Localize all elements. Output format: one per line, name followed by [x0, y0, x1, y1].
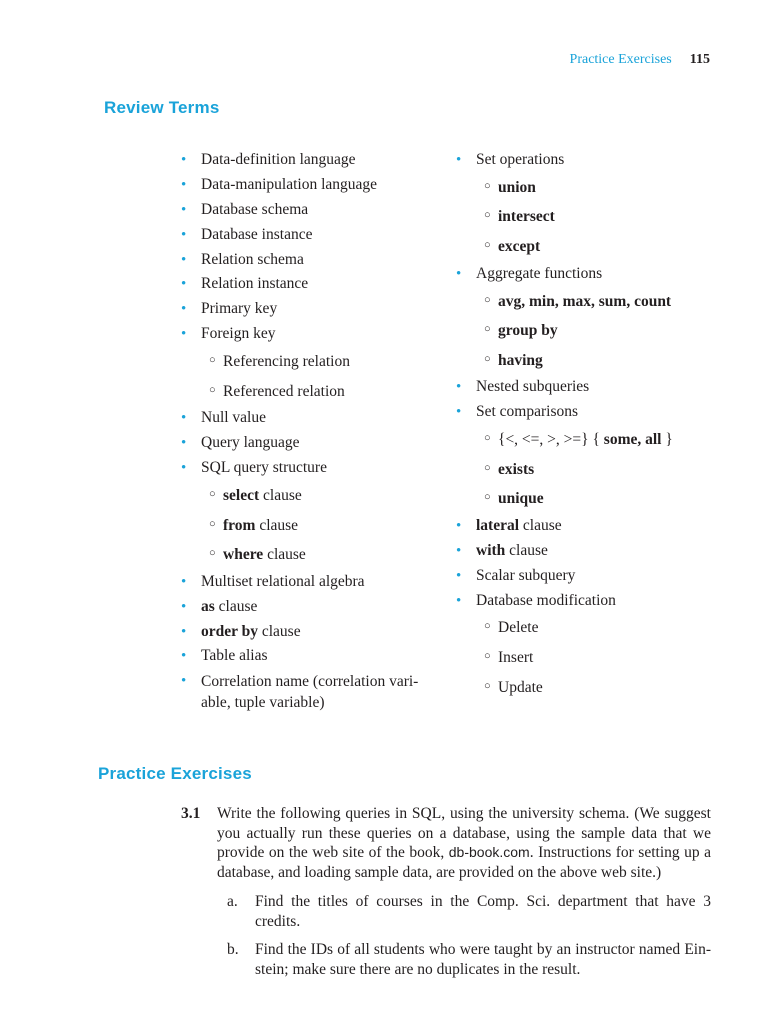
sub-list-item	[456, 173, 716, 203]
bullet-icon: •	[456, 517, 462, 534]
circle-bullet-icon: ○	[484, 179, 491, 192]
list-item	[181, 148, 439, 173]
sub-list-item	[181, 511, 439, 541]
exercise-part	[217, 940, 711, 979]
list-item	[456, 564, 716, 589]
term-label: clause	[257, 622, 301, 640]
review-terms-left-column	[181, 148, 439, 713]
term-label: Aggregate functions	[476, 264, 603, 282]
bullet-icon: •	[456, 592, 462, 609]
term-label: Update	[498, 678, 543, 696]
list-item	[181, 198, 439, 223]
bullet-icon: •	[181, 648, 187, 665]
list-item	[181, 223, 439, 248]
circle-bullet-icon: ○	[484, 491, 491, 504]
term-label: Relation schema	[201, 250, 304, 268]
term-label: Referenced relation	[223, 382, 345, 400]
keyword: lateral	[476, 516, 520, 534]
bullet-icon: •	[181, 326, 187, 343]
sub-list-item	[456, 346, 716, 376]
term-label: clause	[505, 541, 548, 559]
keyword: some, all	[603, 431, 662, 449]
sub-list-item	[456, 287, 716, 317]
bullet-icon: •	[181, 176, 187, 193]
bullet-icon: •	[181, 573, 187, 590]
sub-list-item	[456, 202, 716, 232]
keyword: as	[201, 597, 215, 615]
term-label-line-2: able, tuple variable)	[201, 694, 325, 712]
bullet-icon: •	[181, 201, 187, 218]
list-item	[456, 514, 716, 539]
running-head	[570, 52, 710, 68]
term-label: SQL query structure	[201, 459, 327, 477]
circle-bullet-icon: ○	[484, 679, 491, 692]
term-label: Database instance	[201, 225, 313, 243]
term-label: Data-definition language	[201, 151, 356, 168]
list-item	[456, 589, 716, 614]
bullet-icon: •	[181, 410, 187, 427]
list-item	[181, 570, 439, 595]
bullet-icon: •	[456, 542, 462, 559]
term-label: Query language	[201, 434, 300, 452]
circle-bullet-icon: ○	[484, 352, 491, 365]
term-label: Set operations	[476, 151, 565, 168]
part-label: a.	[227, 893, 238, 910]
keyword: having	[498, 351, 543, 369]
circle-bullet-icon: ○	[484, 620, 491, 633]
list-item	[181, 322, 439, 347]
bullet-icon: •	[181, 460, 187, 477]
term-label: Multiset relational algebra	[201, 572, 365, 590]
sub-list-item	[456, 484, 716, 514]
term-label: {<, <=, >, >=} {	[498, 431, 604, 449]
term-label: Table alias	[201, 647, 268, 665]
practice-exercises-heading: Practice Exercises	[98, 764, 252, 783]
sub-list-item	[456, 316, 716, 346]
list-item	[456, 148, 716, 173]
list-item	[181, 456, 439, 481]
sub-list-item	[456, 643, 716, 673]
term-label: Scalar subquery	[476, 566, 576, 584]
part-text-line-1: Find the IDs of all students who were taught by an instructor named Ein-	[255, 941, 711, 958]
term-label: clause	[214, 597, 258, 615]
circle-bullet-icon: ○	[209, 354, 216, 367]
circle-bullet-icon: ○	[484, 209, 491, 222]
list-item	[181, 669, 439, 713]
bullet-icon: •	[181, 598, 187, 615]
bullet-icon: •	[181, 623, 187, 640]
part-text	[255, 940, 711, 979]
keyword: select	[223, 486, 260, 504]
sub-list-item	[456, 425, 716, 455]
term-label: Delete	[498, 619, 539, 637]
sub-list-item	[181, 481, 439, 511]
sub-list-item	[456, 455, 716, 485]
bullet-icon: •	[456, 379, 462, 396]
exercise-intro	[217, 804, 711, 882]
circle-bullet-icon: ○	[209, 383, 216, 396]
keyword: intersect	[498, 208, 555, 226]
term-label: Nested subqueries	[476, 378, 590, 396]
term-label: Relation instance	[201, 275, 309, 293]
keyword: except	[498, 238, 541, 256]
term-label	[201, 671, 418, 713]
circle-bullet-icon: ○	[209, 517, 216, 530]
list-item	[181, 620, 439, 645]
list-item	[181, 595, 439, 620]
circle-bullet-icon: ○	[484, 323, 491, 336]
term-label: Primary key	[201, 300, 278, 318]
exercise-number: 3.1	[181, 805, 201, 822]
bullet-icon: •	[456, 152, 462, 168]
term-label: Insert	[498, 649, 534, 667]
list-item	[456, 375, 716, 400]
keyword: order by	[201, 622, 258, 640]
bullet-icon: •	[456, 265, 462, 282]
list-item	[181, 173, 439, 198]
circle-bullet-icon: ○	[484, 239, 491, 252]
running-head-title: Practice Exercises	[569, 52, 672, 67]
list-item	[181, 297, 439, 322]
part-text: Find the titles of courses in the Comp. Sci. department that have 3 credits.	[255, 893, 711, 930]
list-item	[181, 406, 439, 431]
keyword: exists	[498, 460, 535, 478]
keyword: unique	[498, 490, 544, 508]
keyword: group by	[498, 322, 558, 340]
sub-list-item	[456, 232, 716, 262]
circle-bullet-icon: ○	[484, 650, 491, 663]
term-label: Database modification	[476, 591, 616, 609]
keyword: union	[498, 178, 536, 196]
bullet-icon: •	[181, 276, 187, 293]
circle-bullet-icon: ○	[484, 293, 491, 306]
term-label: }	[661, 431, 673, 449]
sub-list-item	[181, 347, 439, 377]
term-label: Data-manipulation language	[201, 175, 378, 193]
list-item	[456, 400, 716, 425]
keyword: avg, min, max, sum, count	[498, 292, 672, 310]
list-item	[181, 248, 439, 273]
keyword: where	[223, 546, 264, 564]
term-label: Set comparisons	[476, 403, 579, 421]
term-label: Foreign key	[201, 325, 276, 343]
bullet-icon: •	[456, 567, 462, 584]
term-label: Database schema	[201, 200, 309, 218]
list-item	[181, 272, 439, 297]
list-item	[181, 644, 439, 669]
bullet-icon: •	[181, 251, 187, 268]
circle-bullet-icon: ○	[209, 487, 216, 500]
keyword: with	[476, 541, 506, 559]
bullet-icon: •	[181, 301, 187, 318]
bullet-icon: •	[456, 404, 462, 421]
exercise-part	[217, 892, 711, 931]
sub-list-item	[456, 673, 716, 703]
term-label: clause	[255, 516, 299, 534]
bullet-icon: •	[181, 435, 187, 452]
sub-list-item	[181, 377, 439, 407]
page-number: 115	[689, 52, 710, 67]
term-label: clause	[519, 516, 562, 534]
book-url: db-book.com	[448, 844, 530, 860]
exercise-3-1	[181, 804, 711, 988]
list-item	[456, 539, 716, 564]
bullet-icon: •	[181, 152, 187, 168]
review-terms-heading: Review Terms	[104, 98, 220, 117]
exercise-intro-text: . Instructions for setting up a database, and loading sample data, are provided on the above web site.)	[217, 844, 711, 881]
part-label: b.	[227, 941, 239, 958]
review-terms-right-column	[456, 148, 716, 702]
term-label: Null value	[201, 409, 266, 427]
sub-list-item	[456, 613, 716, 643]
circle-bullet-icon: ○	[209, 547, 216, 560]
sub-list-item	[181, 540, 439, 570]
term-label: Referencing relation	[223, 353, 350, 371]
term-label: clause	[263, 546, 306, 564]
keyword: from	[223, 516, 256, 534]
bullet-icon: •	[181, 226, 187, 243]
circle-bullet-icon: ○	[484, 432, 491, 445]
exercise-parts	[217, 892, 711, 979]
part-text-line-2: stein; make sure there are no duplicates in the result.	[255, 960, 581, 978]
circle-bullet-icon: ○	[484, 461, 491, 474]
term-label: clause	[259, 486, 302, 504]
term-label-line-1: Correlation name (correlation vari-	[201, 673, 419, 691]
bullet-icon: •	[181, 673, 187, 690]
list-item	[456, 262, 716, 287]
exercise-intro-text: Write the following queries in SQL, using the university schema. (We suggest you actually run these queries on a database, using the sample data that we provide on the web site of the book,	[217, 805, 711, 861]
list-item	[181, 431, 439, 456]
